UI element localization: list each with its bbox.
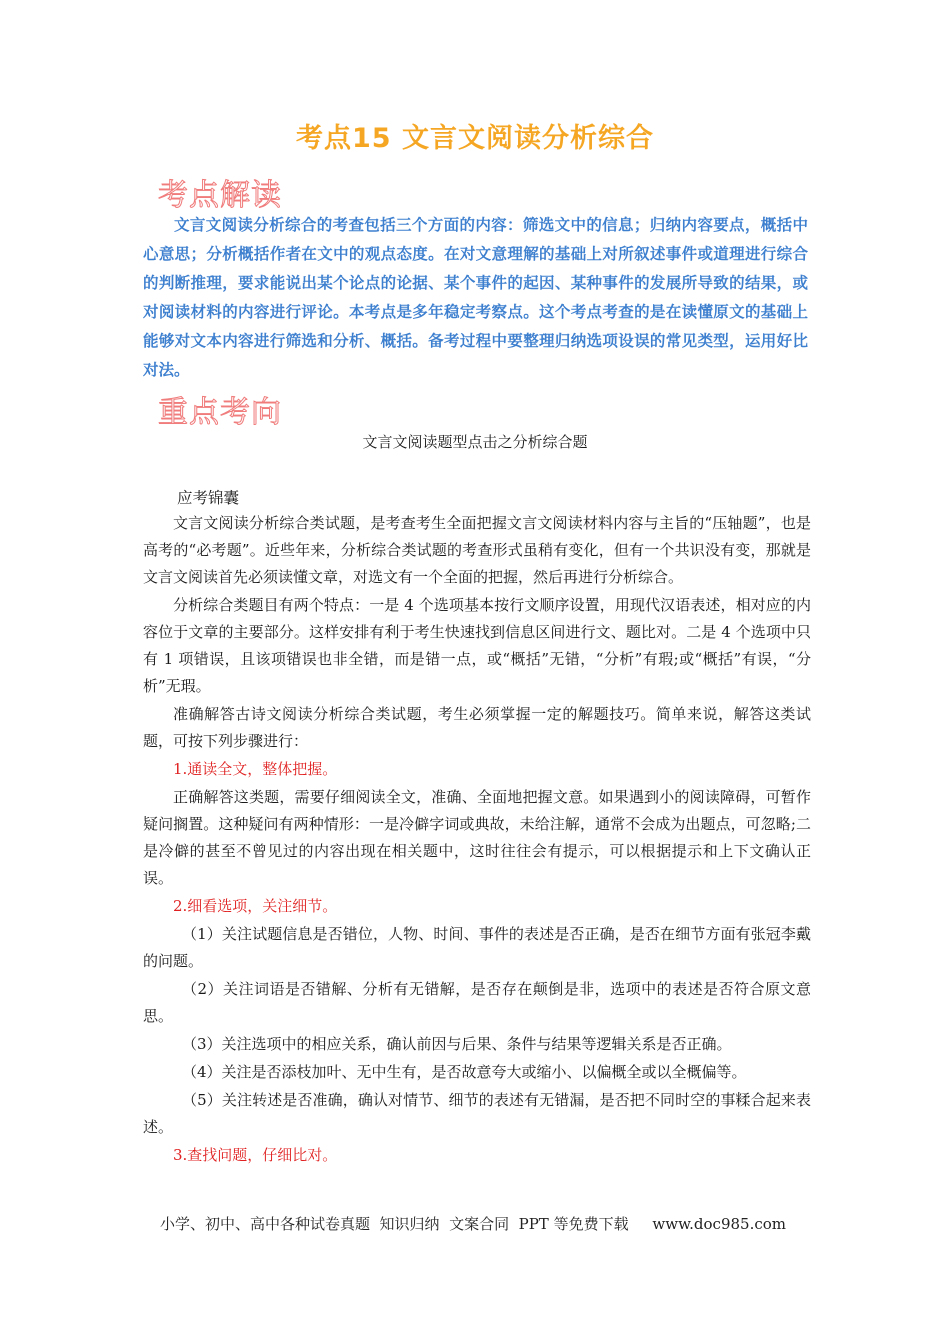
step-heading: 2.细看选项，关注细节。 xyxy=(173,897,338,915)
intro-paragraph: 文言文阅读分析综合的考查包括三个方面的内容：筛选文中的信息；归纳内容要点，概括中心意思；分析概括作者在文中的观点态度。在对文意理解的基础上对所叙述事件或道理进行综合的判断推理，要求能说出某个论点的论据、某个事件的起因、某种事件的发展所导致的结果，或对阅读材料的内容进行评论。本考点是多年稳定考察点。这个考点考查的是在读懂原文的基础上能够对文本内容进行筛选和分析、概括。备考过程中要整理归纳选项设误的常见类型，运用好比对法。 xyxy=(143,216,808,379)
paragraph: 正确解答这类题，需要仔细阅读全文，准确、全面地把握文意。如果遇到小的阅读障碍，可暂作疑问搁置。这种疑问有两种情形：一是冷僻字词或典故，未给注解，通常不会成为出题点，可忽略;二是冷僻的甚至不曾见过的内容出现在相关题中，这时往往会有提示，可以根据提示和上下文确认正误。 xyxy=(143,788,811,887)
section-label-exam-point: 考点解读 xyxy=(158,178,282,213)
list-item: （1）关注试题信息是否错位，人物、时间、事件的表述是否正确，是否在细节方面有张冠李戴的问题。 xyxy=(143,925,811,970)
section-heading: 应考锦囊 xyxy=(177,489,240,507)
list-item: （4）关注是否添枝加叶、无中生有，是否故意夸大或缩小、以偏概全或以全概偏等。 xyxy=(182,1063,747,1081)
step-heading: 3.查找问题，仔细比对。 xyxy=(173,1146,338,1164)
step-heading: 1.通读全文，整体把握。 xyxy=(173,760,338,778)
list-item: （2）关注词语是否错解、分析有无错解，是否存在颠倒是非，选项中的表述是否符合原文意思。 xyxy=(143,980,811,1025)
paragraph: 准确解答古诗文阅读分析综合类试题，考生必须掌握一定的解题技巧。简单来说，解答这类试题，可按下列步骤进行： xyxy=(143,705,811,750)
paragraph: 文言文阅读分析综合类试题，是考查考生全面把握文言文阅读材料内容与主旨的“压轴题”，也是高考的“必考题”。近些年来，分析综合类试题的考查形式虽稍有变化，但有一个共识没有变，那就是文言文阅读首先必须读懂文章，对选文有一个全面的把握，然后再进行分析综合。 xyxy=(143,514,811,586)
paragraph: 分析综合类题目有两个特点：一是 4 个选项基本按行文顺序设置，用现代汉语表述，相对应的内容位于文章的主要部分。这样安排有利于考生快速找到信息区间进行文、题比对。二是 4 个选项中只有 1 项错误，且该项错误也非全错，而是错一点，或“概括”无错，“分析”有瑕;或“概括”有误，“分析”无瑕。 xyxy=(143,596,811,695)
body-text xyxy=(143,510,811,1170)
page-title: 考点15 文言文阅读分析综合 xyxy=(296,123,654,154)
subtitle: 文言文阅读题型点击之分析综合题 xyxy=(362,433,588,451)
section-label-key-direction: 重点考向 xyxy=(158,395,282,430)
page-footer: 小学、初中、高中各种试卷真题 知识归纳 文案合同 PPT 等免费下载 www.doc985.com xyxy=(160,1215,787,1233)
list-item: （3）关注选项中的相应关系，确认前因与后果、条件与结果等逻辑关系是否正确。 xyxy=(182,1035,732,1053)
list-item: （5）关注转述是否准确，确认对情节、细节的表述有无错漏，是否把不同时空的事糅合起来表述。 xyxy=(143,1091,811,1136)
